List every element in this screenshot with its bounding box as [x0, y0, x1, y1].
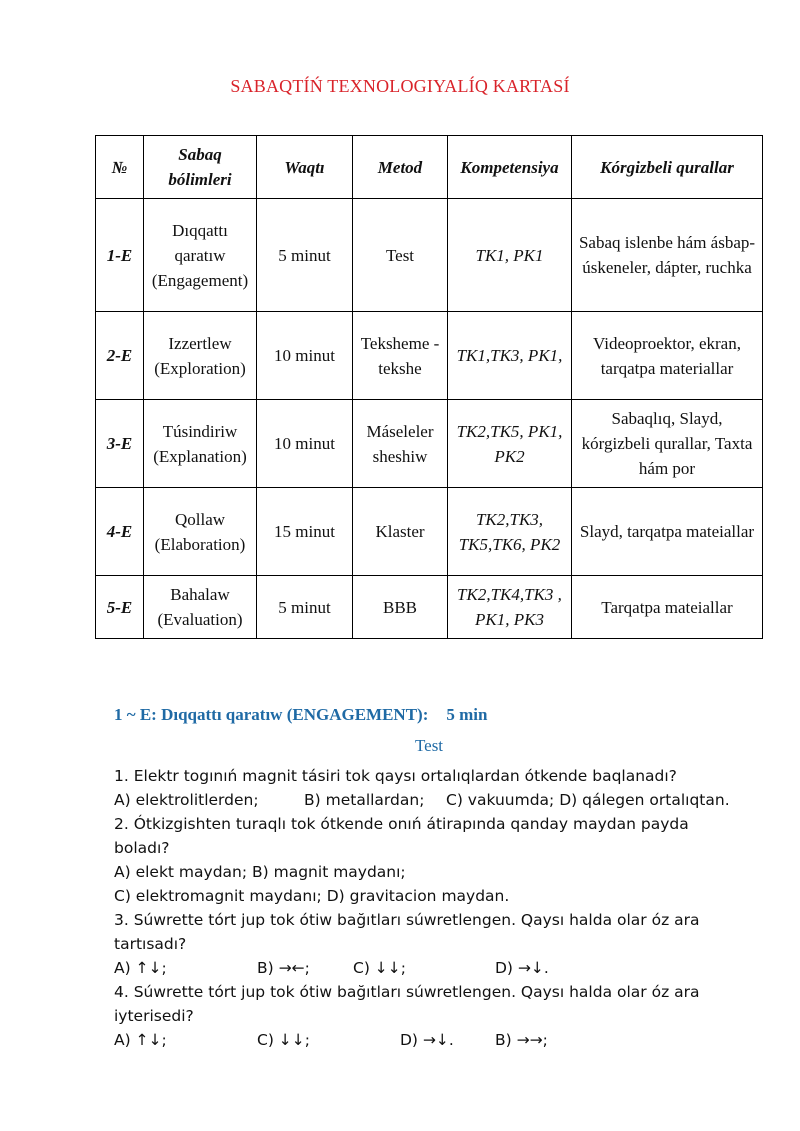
question-text: 3. Súwrette tórt jup tok ótiw bağıtları súwretlengen. Qaysı halda olar óz ara [114, 911, 700, 929]
answer-options [114, 956, 754, 980]
row-tools: Videoproektor, ekran, tarqatpa materiallar [572, 312, 763, 400]
answer-options: C) elektromagnit maydanı; D) gravitacion maydan. [114, 887, 510, 905]
answer-option: A) elektrolitlerden; [114, 791, 259, 809]
table-row [96, 576, 763, 639]
row-tools: Sabaqlıq, Slayd, kórgizbeli qurallar, Taxta hám por [572, 400, 763, 488]
row-number: 5-E [96, 576, 144, 639]
header-competency: Kompetensiya [448, 136, 572, 199]
header-time: Waqtı [257, 136, 353, 199]
row-tools: Sabaq islenbe hám ásbap-úskeneler, dápter, ruchka [572, 199, 763, 312]
row-method: Klaster [353, 488, 448, 576]
table-row [96, 199, 763, 312]
row-number: 4-E [96, 488, 144, 576]
row-method: Teksheme -tekshe [353, 312, 448, 400]
question-text: tartısadı? [114, 935, 187, 953]
answer-option: C) ↓↓; [257, 1031, 310, 1049]
header-number: № [96, 136, 144, 199]
table-header-row [96, 136, 763, 199]
answer-option: D) →↓. [495, 959, 549, 977]
answer-option: A) ↑↓; [114, 1031, 167, 1049]
section-heading-text: 1 ~ E: Dıqqattı qaratıw (ENGAGEMENT): [114, 705, 429, 724]
answer-option: B) metallardan; [304, 791, 425, 809]
question-text: 4. Súwrette tórt jup tok ótiw bağıtları súwretlengen. Qaysı halda olar óz ara [114, 983, 700, 1001]
row-time: 10 minut [257, 312, 353, 400]
header-method: Metod [353, 136, 448, 199]
question-text: iyterisedi? [114, 1007, 194, 1025]
section-subheading: Test [414, 736, 444, 755]
row-number: 2-E [96, 312, 144, 400]
row-competency: TK2,TK4,TK3 , PK1, PK3 [448, 576, 572, 639]
answer-option: B) →→; [495, 1031, 548, 1049]
section-heading [114, 705, 487, 725]
question-text: 2. Ótkizgishten turaqlı tok ótkende onıń átirapında qanday maydan payda [114, 815, 689, 833]
row-section: Túsindiriw (Explanation) [144, 400, 257, 488]
row-competency: TK1, PK1 [448, 199, 572, 312]
row-section: Bahalaw (Evaluation) [144, 576, 257, 639]
table-row [96, 312, 763, 400]
row-number: 1-E [96, 199, 144, 312]
answer-options: A) elekt maydan; B) magnit maydanı; [114, 863, 406, 881]
row-time: 15 minut [257, 488, 353, 576]
header-tools: Kórgizbeli qurallar [572, 136, 763, 199]
answer-option: D) →↓. [400, 1031, 454, 1049]
answer-option: B) →←; [257, 959, 310, 977]
row-section: Qollaw (Elaboration) [144, 488, 257, 576]
row-tools: Tarqatpa mateiallar [572, 576, 763, 639]
lesson-plan-table [95, 135, 763, 639]
answer-option: A) ↑↓; [114, 959, 167, 977]
row-tools: Slayd, tarqatpa mateiallar [572, 488, 763, 576]
question-text: boladı? [114, 839, 170, 857]
table-row [96, 488, 763, 576]
row-competency: TK2,TK3, TK5,TK6, PK2 [448, 488, 572, 576]
row-section: Dıqqattı qaratıw (Engagement) [144, 199, 257, 312]
row-time: 5 minut [257, 199, 353, 312]
answer-option: C) ↓↓; [353, 959, 406, 977]
answer-option: C) vakuumda; D) qálegen ortalıqtan. [446, 791, 730, 809]
question-text: 1. Elektr togınıń magnit tásiri tok qaysı ortalıqlardan ótkende baqlanadı? [114, 767, 677, 785]
row-method: Test [353, 199, 448, 312]
row-time: 10 minut [257, 400, 353, 488]
row-method: Máseleler sheshiw [353, 400, 448, 488]
row-method: BBB [353, 576, 448, 639]
answer-options [114, 788, 754, 812]
answer-options [114, 1028, 754, 1052]
row-section: Izzertlew (Exploration) [144, 312, 257, 400]
header-section: Sabaq bólimleri [144, 136, 257, 199]
row-time: 5 minut [257, 576, 353, 639]
row-competency: TK2,TK5, PK1, PK2 [448, 400, 572, 488]
row-number: 3-E [96, 400, 144, 488]
row-competency: TK1,TK3, PK1, [448, 312, 572, 400]
page-title: SABAQTÍŃ TEXNOLOGIYALÍQ KARTASÍ [230, 76, 570, 96]
section-duration: 5 min [446, 705, 488, 724]
table-row [96, 400, 763, 488]
test-questions [114, 764, 754, 1052]
